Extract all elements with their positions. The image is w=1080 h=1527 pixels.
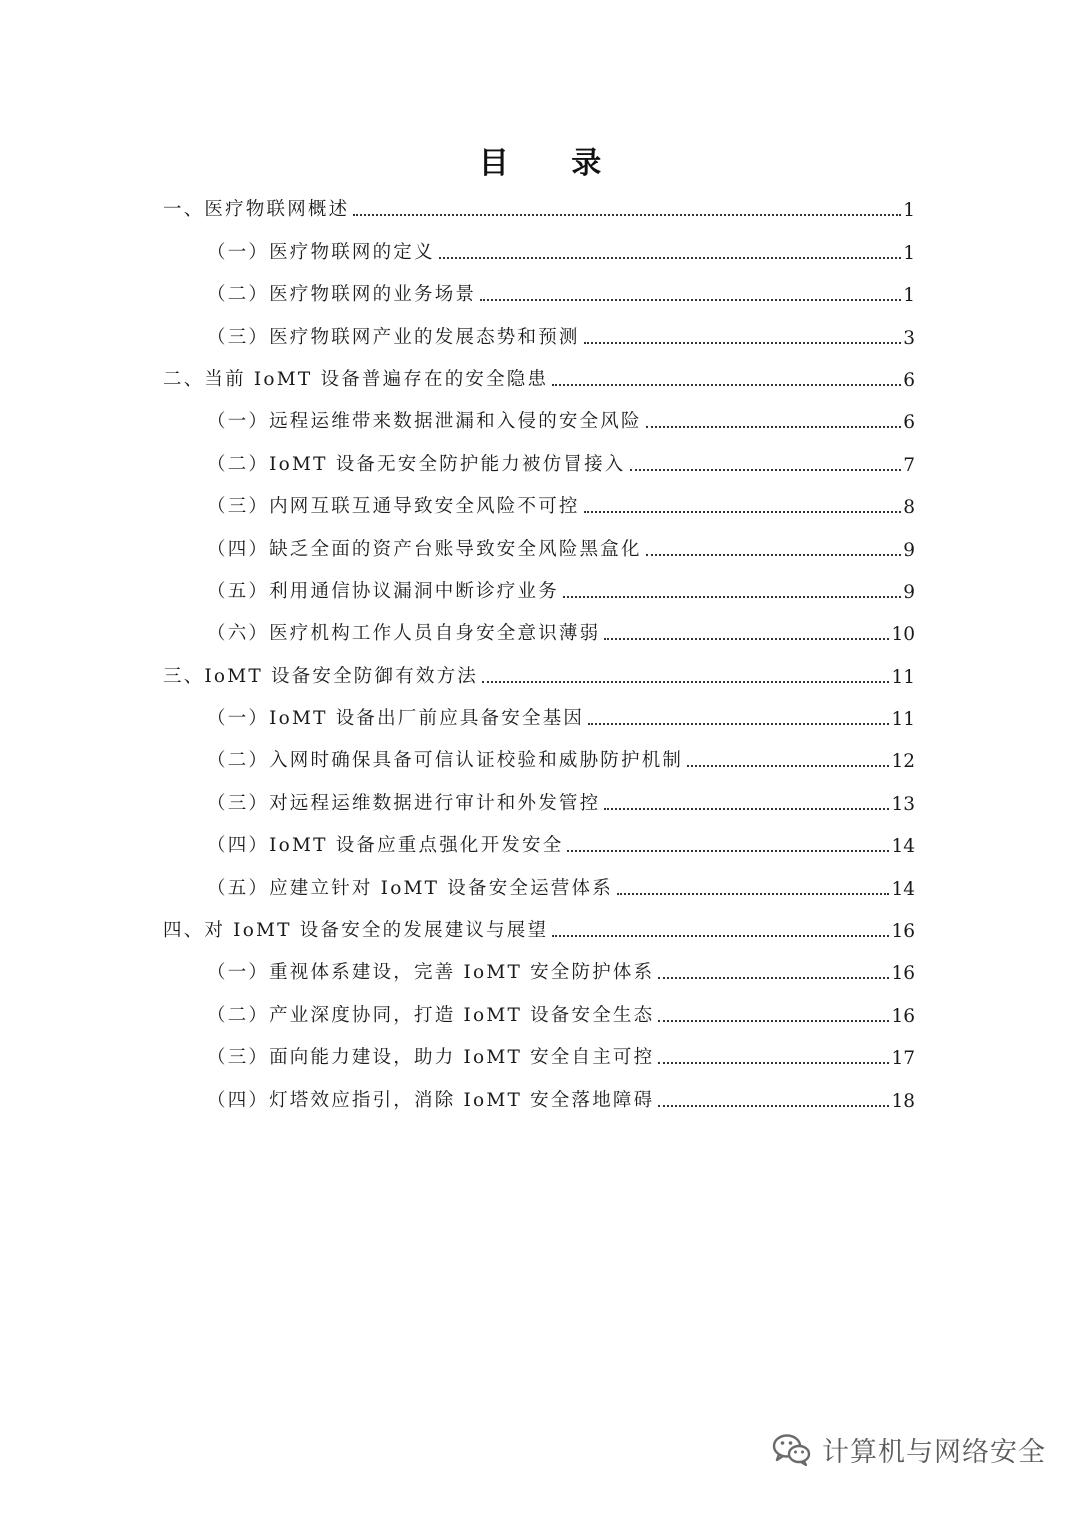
toc-dot-leader (563, 596, 901, 598)
toc-entry-title: （五）利用通信协议漏洞中断诊疗业务 (207, 580, 559, 602)
toc-section-entry[interactable] (163, 570, 915, 612)
toc-entry-title: （一）重视体系建设，完善 IoMT 安全防护体系 (207, 962, 655, 984)
toc-dot-leader (480, 299, 901, 301)
toc-dot-leader (567, 850, 889, 852)
toc-entry-title: （四）缺乏全面的资产台账导致安全风险黑盒化 (207, 538, 642, 560)
toc-dot-leader (687, 765, 889, 767)
toc-entry-title: （一）远程运维带来数据泄漏和入侵的安全风险 (207, 411, 642, 433)
toc-entry-title: （六）医疗机构工作人员自身安全意识薄弱 (207, 623, 601, 645)
toc-entry-title: 一、医疗物联网概述 (163, 199, 350, 221)
toc-section-entry[interactable] (163, 951, 915, 993)
toc-section-entry[interactable] (163, 824, 915, 866)
toc-dot-leader (353, 214, 901, 216)
toc-section-entry[interactable] (163, 781, 915, 823)
toc-section-entry[interactable] (163, 739, 915, 781)
toc-section-entry[interactable] (163, 1078, 915, 1120)
toc-page-number: 8 (903, 497, 915, 519)
toc-page-number: 1 (903, 242, 915, 264)
toc-page-number: 14 (891, 878, 915, 900)
toc-section-entry[interactable] (163, 273, 915, 315)
toc-dot-leader (658, 1062, 889, 1064)
toc-entry-title: （二）IoMT 设备无安全防护能力被仿冒接入 (207, 453, 626, 475)
toc-page-number: 3 (903, 327, 915, 349)
toc-page-number: 7 (903, 454, 915, 476)
toc-page-number: 11 (891, 709, 915, 731)
toc-entry-title: （四）灯塔效应指引，消除 IoMT 安全落地障碍 (207, 1089, 655, 1111)
toc-chapter-entry[interactable] (163, 358, 915, 400)
toc-entry-title: （三）面向能力建设，助力 IoMT 安全自主可控 (207, 1047, 655, 1069)
toc-dot-leader (584, 342, 902, 344)
toc-chapter-entry[interactable] (163, 654, 915, 696)
toc-dot-leader (584, 511, 902, 513)
toc-entry-title: （四）IoMT 设备应重点强化开发安全 (207, 835, 564, 857)
toc-page-number: 16 (891, 921, 915, 943)
toc-entry-title: （一）医疗物联网的定义 (207, 241, 435, 263)
toc-entry-title: 三、IoMT 设备安全防御有效方法 (163, 665, 479, 687)
toc-entry-title: （三）对远程运维数据进行审计和外发管控 (207, 792, 601, 814)
toc-section-entry[interactable] (163, 697, 915, 739)
wechat-icon (772, 1433, 812, 1467)
toc-dot-leader (658, 1020, 889, 1022)
toc-dot-leader (658, 1105, 889, 1107)
toc-dot-leader (552, 935, 889, 937)
toc-section-entry[interactable] (163, 527, 915, 569)
toc-dot-leader (646, 426, 902, 428)
toc-page-number: 11 (891, 666, 915, 688)
toc-page-number: 1 (903, 200, 915, 222)
toc-page-number: 16 (891, 1005, 915, 1027)
page-title: 目 录 (478, 146, 628, 181)
toc-page-number: 10 (891, 624, 915, 646)
toc-dot-leader (630, 469, 902, 471)
toc-page-number: 17 (891, 1048, 915, 1070)
toc-page-number: 6 (903, 412, 915, 434)
toc-page-number: 14 (891, 836, 915, 858)
toc-page-number: 12 (891, 751, 915, 773)
toc-dot-leader (604, 638, 889, 640)
toc-entry-title: （一）IoMT 设备出厂前应具备安全基因 (207, 708, 585, 730)
toc-dot-leader (658, 977, 889, 979)
toc-section-entry[interactable] (163, 400, 915, 442)
toc-page-number: 16 (891, 963, 915, 985)
toc-entry-title: （三）内网互联互通导致安全风险不可控 (207, 496, 580, 518)
watermark-text: 计算机与网络安全 (822, 1437, 1046, 1468)
toc-entry-title: 二、当前 IoMT 设备普遍存在的安全隐患 (163, 368, 549, 390)
toc-dot-leader (552, 384, 901, 386)
toc-page-number: 9 (903, 581, 915, 603)
toc-section-entry[interactable] (163, 442, 915, 484)
toc-chapter-entry[interactable] (163, 188, 915, 230)
toc-entry-title: （三）医疗物联网产业的发展态势和预测 (207, 326, 580, 348)
toc-section-entry[interactable] (163, 993, 915, 1035)
toc-page-number: 18 (891, 1090, 915, 1112)
toc-section-entry[interactable] (163, 1036, 915, 1078)
toc-section-entry[interactable] (163, 612, 915, 654)
toc-dot-leader (482, 681, 889, 683)
toc-section-entry[interactable] (163, 230, 915, 272)
toc-section-entry[interactable] (163, 866, 915, 908)
toc-chapter-entry[interactable] (163, 909, 915, 951)
toc-page-number: 13 (891, 793, 915, 815)
toc-entry-title: （二）产业深度协同，打造 IoMT 设备安全生态 (207, 1004, 655, 1026)
toc-entry-title: （二）入网时确保具备可信认证校验和威胁防护机制 (207, 750, 684, 772)
toc-page-number: 9 (903, 539, 915, 561)
toc-page-number: 6 (903, 369, 915, 391)
toc-dot-leader (588, 723, 889, 725)
toc-dot-leader (439, 257, 902, 259)
toc-page-number: 1 (903, 285, 915, 307)
toc-section-entry[interactable] (163, 315, 915, 357)
toc-section-entry[interactable] (163, 485, 915, 527)
toc-entry-title: （五）应建立针对 IoMT 设备安全运营体系 (207, 877, 613, 899)
toc-entry-title: 四、对 IoMT 设备安全的发展建议与展望 (163, 920, 549, 942)
toc-dot-leader (646, 554, 902, 556)
toc-dot-leader (617, 893, 890, 895)
toc-dot-leader (604, 808, 889, 810)
watermark (772, 1430, 1046, 1469)
toc-entry-title: （二）医疗物联网的业务场景 (207, 284, 477, 306)
table-of-contents (163, 188, 915, 1121)
